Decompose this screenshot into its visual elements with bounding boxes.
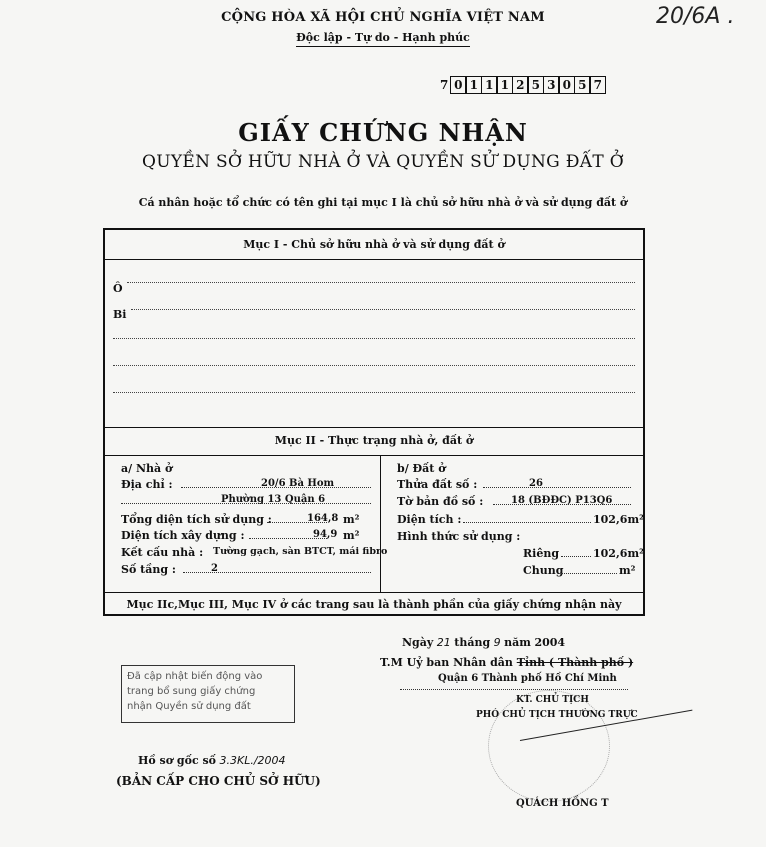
structure-row [121, 546, 396, 559]
dotted-line [113, 338, 635, 339]
map-value: 18 (BĐĐC) P13Q6 [511, 495, 613, 506]
certificate-subtitle: QUYỀN SỞ HỮU NHÀ Ở VÀ QUYỀN SỬ DỤNG ĐẤT Ở [142, 152, 624, 172]
private-label: Riêng [523, 547, 560, 560]
file-record-value: 3.3KL./2004 [219, 754, 286, 767]
serial-digit: 2 [512, 76, 529, 94]
column-divider [380, 455, 381, 593]
map-row [397, 495, 631, 508]
motto [0, 31, 766, 44]
serial-digit: 7 [589, 76, 606, 94]
structure-value: Tường gạch, sàn BTCT, mái fibro [213, 546, 388, 557]
date-year-label: năm [504, 636, 531, 649]
owner-line-2-prefix: Bi [113, 308, 127, 321]
handwritten-mark: 20/6A . [656, 4, 735, 29]
serial-digit: 5 [527, 76, 544, 94]
map-label: Tờ bản đồ số : [397, 495, 484, 508]
serial-digit: 5 [574, 76, 591, 94]
update-stamp [121, 665, 295, 723]
land-area-label: Diện tích : [397, 513, 462, 526]
dotted-fill [561, 564, 617, 574]
copy-note: (BẢN CẤP CHO CHỦ SỞ HỮU) [116, 774, 321, 788]
section2-heading: Mục II - Thực trạng nhà ở, đất ở [274, 434, 474, 447]
serial-digit-boxes [451, 76, 606, 94]
district: Quận 6 Thành phố Hồ Chí Minh [438, 673, 617, 684]
owner-line-2 [113, 308, 126, 321]
dotted-line [113, 365, 635, 366]
floors-value: 2 [211, 563, 218, 574]
issue-date [402, 636, 565, 649]
date-month: 9 [493, 636, 501, 649]
for-chair: KT. CHỦ TỊCH [516, 695, 589, 705]
plot-row [397, 478, 631, 491]
shared-value: m² [619, 564, 636, 577]
serial-number [440, 76, 606, 94]
dotted-line [131, 309, 635, 310]
house-heading: a/ Nhà ở [121, 462, 173, 475]
dotted-fill [483, 478, 631, 488]
date-year: 2004 [534, 636, 566, 649]
serial-lead-digit: 7 [440, 78, 449, 92]
address-row [121, 478, 371, 491]
plot-value: 26 [529, 478, 543, 489]
divider [105, 427, 643, 428]
official-seal [488, 690, 610, 802]
plot-label: Thửa đất số : [397, 478, 478, 491]
date-day: 21 [436, 636, 451, 649]
dotted-line [127, 282, 635, 283]
file-record [138, 754, 286, 767]
owner-line-1-prefix: Ô [113, 282, 123, 295]
serial-digit: 1 [496, 76, 513, 94]
certificate-frame [103, 228, 645, 616]
serial-digit: 0 [558, 76, 575, 94]
dotted-line [113, 392, 635, 393]
dotted-fill [463, 513, 591, 523]
divider [105, 592, 643, 593]
authority-line [380, 656, 633, 669]
address-label: Địa chỉ : [121, 478, 173, 491]
owner-line-1 [113, 282, 637, 295]
built-area-label: Diện tích xây dựng : [121, 529, 245, 542]
land-area-value: 102,6m² [593, 513, 644, 526]
certificate-intro: Cá nhân hoặc tổ chức có tên ghi tại mục I là chủ sở hữu nhà ở và sử dụng đất ở [138, 196, 628, 209]
nation-header: CỘNG HÒA XÃ HỘI CHỦ NGHĨA VIỆT NAM [221, 10, 545, 25]
built-area-row [121, 529, 371, 542]
built-area-value: 94,9 [313, 529, 338, 540]
signer-name: QUÁCH HỒNG T [516, 798, 609, 809]
usage-label [397, 530, 520, 543]
address-line-2: Phường 13 Quận 6 [221, 494, 326, 505]
land-heading: b/ Đất ở [397, 462, 446, 475]
stamp-line-3: nhận Quyền sử dụng đất [127, 701, 251, 712]
total-area-value: 164,8 [307, 513, 339, 524]
private-value: 102,6m² [593, 547, 644, 560]
serial-digit: 1 [465, 76, 482, 94]
file-record-label: Hồ sơ gốc số [138, 754, 217, 767]
floors-row [121, 563, 371, 576]
certificate-title: GIẤY CHỨNG NHẬN [238, 118, 528, 147]
total-area-label: Tổng diện tích sử dụng : [121, 513, 272, 526]
floors-label: Số tầng : [121, 563, 176, 576]
dotted-line [400, 689, 628, 690]
usage-label-text: Hình thức sử dụng : [397, 530, 521, 543]
section1-heading: Mục I - Chủ sở hữu nhà ở và sử dụng đất ở [243, 238, 505, 251]
land-area-row [397, 513, 644, 526]
dotted-fill [561, 547, 591, 557]
total-area-row [121, 513, 371, 526]
total-area-unit: m² [343, 513, 360, 526]
address-line-1: 20/6 Bà Hom [261, 478, 335, 489]
serial-digit: 0 [450, 76, 467, 94]
position: PHÓ CHỦ TỊCH THƯỜNG TRỰC [476, 710, 638, 720]
date-prefix: Ngày [402, 636, 434, 649]
structure-label: Kết cấu nhà : [121, 546, 204, 559]
stamp-line-1: Đã cập nhật biến động vào [127, 671, 263, 682]
authority: T.M Uỷ ban Nhân dân [380, 656, 513, 669]
section-footer: Mục IIc,Mục III, Mục IV ở các trang sau là thành phần của giấy chứng nhận này [126, 598, 622, 611]
date-month-label: tháng [454, 636, 491, 649]
divider [105, 259, 643, 260]
stamp-line-2: trang bổ sung giấy chứng [127, 686, 256, 697]
divider [105, 455, 643, 456]
built-area-unit: m² [343, 529, 360, 542]
serial-digit: 1 [481, 76, 498, 94]
motto-text: Độc lập - Tự do - Hạnh phúc [296, 31, 470, 47]
serial-digit: 3 [543, 76, 560, 94]
shared-label: Chung [523, 564, 564, 577]
authority-struck: Tỉnh ( Thành phố ) [516, 656, 634, 669]
